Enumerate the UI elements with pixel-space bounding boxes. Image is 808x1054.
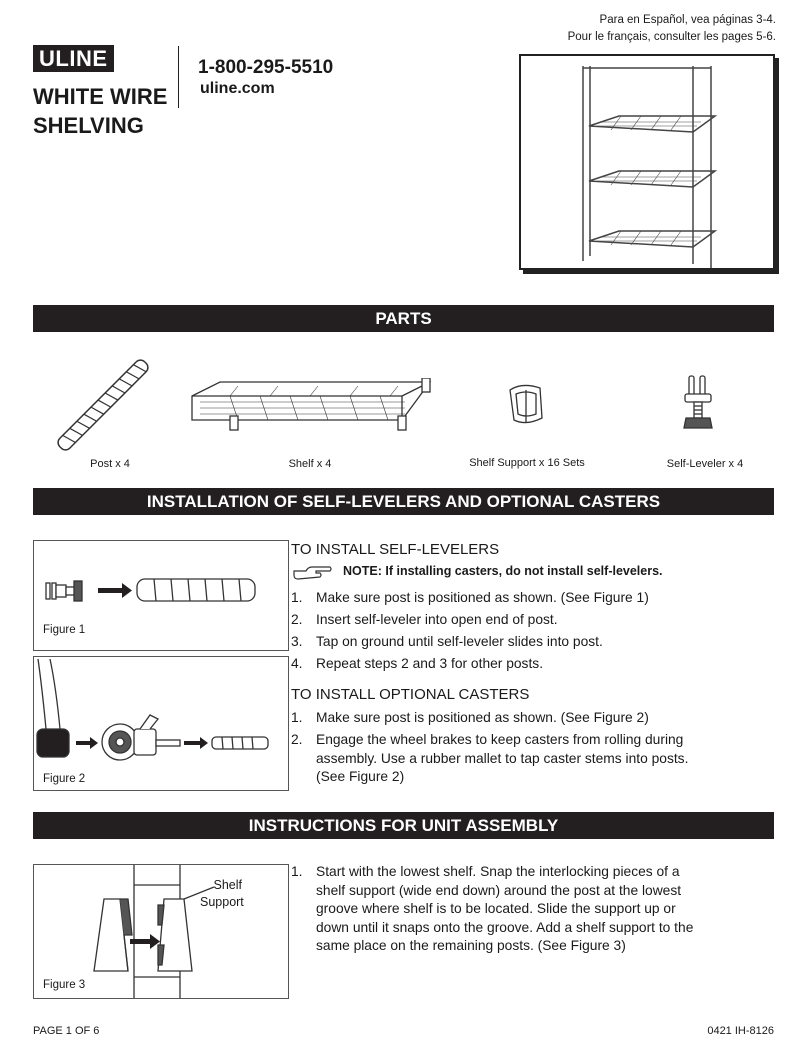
figure-3-label: Figure 3 [43,979,86,991]
phone-number: 1-800-295-5510 [198,57,334,78]
french-note: Pour le français, consulter les pages 5-6. [567,31,776,43]
header-divider [178,46,179,108]
step-text: Engage the wheel brakes to keep casters from rolling during assembly. Use a rubber mallet to tap caster stems into posts. (See Figure 2) [316,732,689,784]
figure-2-drawing [34,657,288,767]
step-number: 1. [291,864,303,879]
self-leveler-icon [680,374,716,438]
step-number: 2. [291,732,303,747]
document-title [33,82,167,140]
step-number: 2. [291,612,303,627]
document-code: 0421 IH-8126 [707,1025,774,1037]
step-number: 1. [291,590,303,605]
website: uline.com [200,80,275,97]
figure-3 [33,864,289,999]
callout-line-2: Support [200,895,244,909]
step-text: Insert self-leveler into open end of post. [316,612,558,627]
step-number: 4. [291,656,303,671]
post-icon [48,355,158,455]
list-item [291,731,711,787]
step-text: Start with the lowest shelf. Snap the interlocking pieces of a shelf support (wide end down) around the post at the lowest groove where shelf is to be located. Slide the support up or down until it snaps onto the groove. Add a shelf support to the same place on the remaining posts. (See Figure 3) [316,864,694,953]
callout-line-1: Shelf [213,878,242,892]
assembly-steps [291,863,711,959]
figure-2 [33,656,289,791]
shelf-support-icon [502,380,552,430]
title-line-2: SHELVING [33,113,144,138]
step-text: Make sure post is positioned as shown. (See Figure 2) [316,710,649,725]
figure-1-label: Figure 1 [43,624,86,636]
list-item [291,863,711,956]
self-leveler-steps [291,589,761,677]
caster-steps [291,709,711,790]
post-caption: Post x 4 [90,458,130,470]
figure-1-drawing [34,541,288,621]
shelving-unit-illustration [519,54,775,270]
figure-1 [33,540,289,651]
caster-note: NOTE: If installing casters, do not install self-levelers. [343,564,663,578]
shelving-unit-drawing [521,56,773,268]
step-number: 1. [291,710,303,725]
spanish-note: Para en Español, vea páginas 3-4. [599,14,776,26]
shelf-icon [190,378,435,433]
step-text: Tap on ground until self-leveler slides into post. [316,634,603,649]
assembly-heading: INSTRUCTIONS FOR UNIT ASSEMBLY [33,812,774,839]
list-item [291,709,711,728]
step-number: 3. [291,634,303,649]
list-item [291,655,761,674]
list-item [291,611,761,630]
title-line-1: WHITE WIRE [33,84,168,109]
step-text: Make sure post is positioned as shown. (See Figure 1) [316,590,649,605]
list-item [291,633,761,652]
shelf-caption: Shelf x 4 [288,458,332,470]
self-leveler-caption: Self-Leveler x 4 [666,458,744,470]
list-item [291,589,761,608]
pointing-hand-icon [292,563,332,581]
uline-logo: ULINE [33,45,114,72]
figure-2-label: Figure 2 [43,773,86,785]
self-levelers-title: TO INSTALL SELF-LEVELERS [291,541,500,558]
step-text: Repeat steps 2 and 3 for other posts. [316,656,544,671]
shelf-support-callout [200,877,242,911]
shelf-support-caption: Shelf Support x 16 Sets [469,457,585,469]
parts-heading: PARTS [33,305,774,332]
installation-heading: INSTALLATION OF SELF-LEVELERS AND OPTIONAL CASTERS [33,488,774,515]
page-number: PAGE 1 OF 6 [33,1025,100,1037]
casters-title: TO INSTALL OPTIONAL CASTERS [291,686,530,703]
